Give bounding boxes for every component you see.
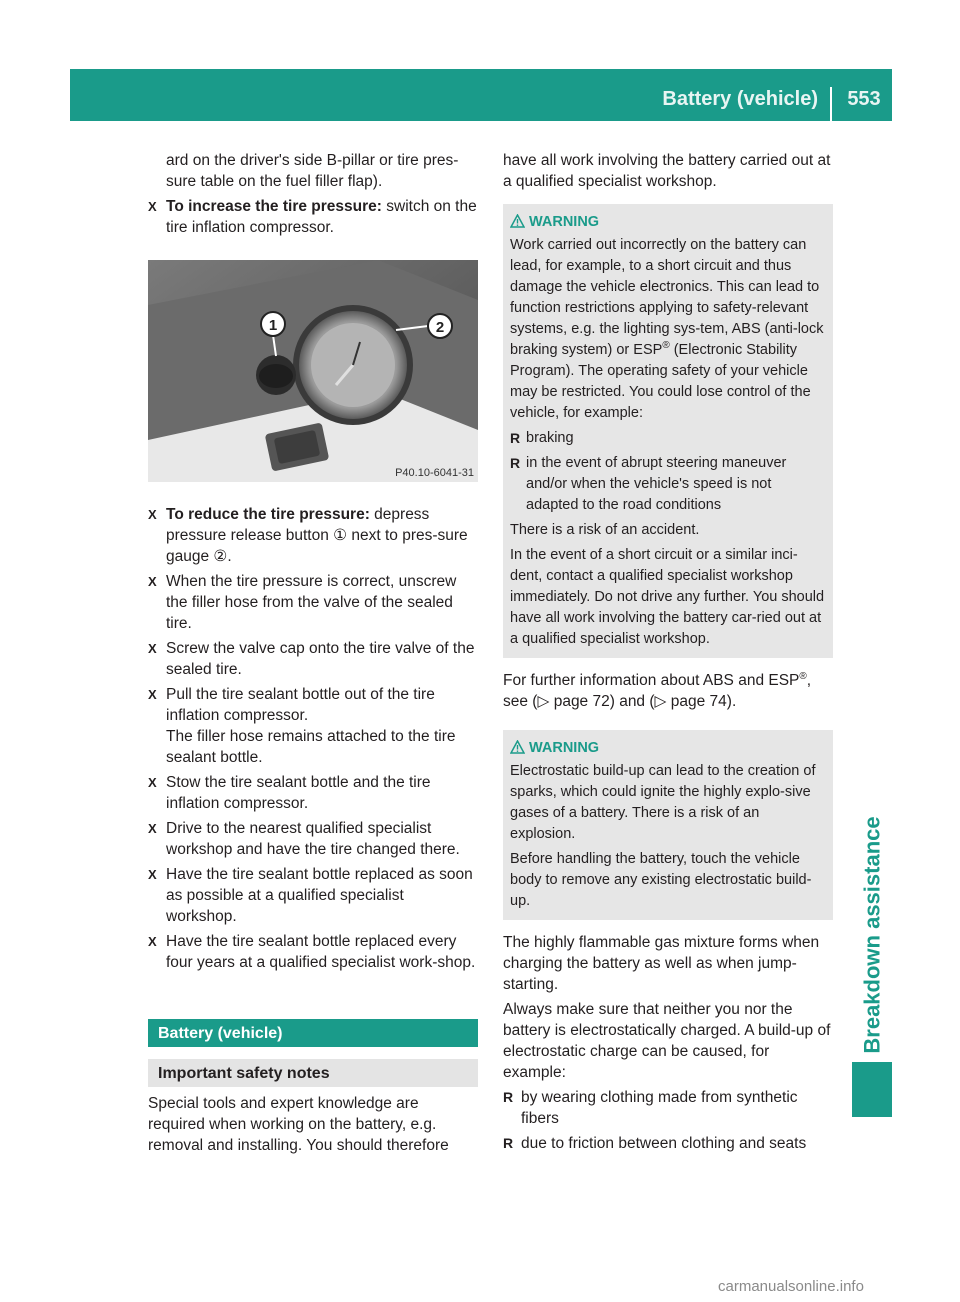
info-text-part: , see ( [503,672,812,710]
step-text: next to pres-sure gauge [166,527,468,565]
warning-heading [510,212,826,233]
bullet-icon: R [510,430,521,446]
warning-text: Electrostatic build-up can lead to the creation of sparks, which could ignite the highly explo-sive gases of a battery. There is a risk of an explosion. [510,763,816,842]
side-tab-label: Breakdown assistance [859,816,885,1054]
step-increase-pressure [148,196,478,238]
step-pull-bottle [148,684,478,726]
page-ref-arrow-icon: ▷ [537,693,550,710]
arrow-right-icon: X [148,507,157,522]
bullet-text: due to friction between clothing and seats [521,1135,807,1152]
watermark: carmanualsonline.info [718,1278,864,1295]
step-text: depress pressure release button [166,506,430,544]
step-note: The filler hose remains attached to the tire sealant bottle. [166,728,456,766]
warning-text-part: (Electronic Stability Program). The operating safety of your vehicle may be restricted. You could lose control of the vehicle, for example: [510,342,811,421]
safety-intro: Special tools and expert knowledge are required when working on the battery, e.g. removal and installing. You should therefore [148,1095,449,1154]
info-text [503,670,833,712]
page-header-bar [70,69,892,121]
bullet-text: by wearing clothing made from synthetic fibers [521,1089,798,1127]
page-ref-link[interactable]: page 74). [666,693,737,710]
subsection-heading: Important safety notes [148,1059,478,1087]
step-unscrew-hose [148,571,478,634]
compressor-illustration [148,260,478,482]
step-replace-every-four-years [148,931,478,973]
arrow-right-icon: X [148,867,157,882]
arrow-right-icon: X [148,775,157,790]
step-text: Have the tire sealant bottle replaced every four years at a qualified specialist work-shop. [166,933,476,971]
header-separator [830,87,832,121]
step-text: Drive to the nearest qualified specialist workshop and have the tire changed there. [166,820,460,858]
step-text: Have the tire sealant bottle replaced as soon as possible at a qualified specialist workshop. [166,866,473,925]
warning-bullet [510,453,826,516]
registered-mark: ® [662,340,670,352]
step-title: To increase the tire pressure: [166,198,382,215]
warning-title: WARNING [529,740,600,756]
side-tab [850,815,894,1055]
arrow-right-icon: X [148,641,157,656]
step-text: When the tire pressure is correct, unscrew the filler hose from the valve of the sealed tire. [166,573,457,632]
compressor-figure [148,260,478,482]
step-replace-bottle [148,864,478,927]
step-text: switch on the tire inflation compressor. [166,198,477,236]
arrow-right-icon: X [148,934,157,949]
step-text: Stow the tire sealant bottle and the tire inflation compressor. [166,774,431,812]
step-reduce-pressure [148,504,478,567]
warning-text: Before handling the battery, touch the vehicle body to remove any existing electrostatic build-up. [510,851,812,909]
list-item [503,1087,833,1129]
gas-paragraph: The highly flammable gas mixture forms when charging the battery as well as when jump-starting. [503,934,820,993]
figure-callout-1: 1 [268,317,278,334]
warning-box-short-circuit [503,204,833,658]
step-title: To reduce the tire pressure: [166,506,370,523]
warning-triangle-icon [510,214,525,228]
step-text: Pull the tire sealant bottle out of the tire inflation compressor. [166,686,435,724]
step-drive-workshop [148,818,478,860]
bullet-icon: R [503,1135,514,1151]
arrow-right-icon: X [148,821,157,836]
arrow-right-icon: X [148,199,157,214]
warning-text: There is a risk of an accident. [510,522,700,538]
left-column [148,150,478,1156]
figure-code: P40.10-6041-31 [395,467,474,479]
bullet-text: in the event of abrupt steering maneuver and/or when the vehicle's speed is not adapted to the road conditions [526,455,787,513]
callout-2: ② [213,548,228,565]
warning-text [510,235,826,424]
page-number: 553 [847,88,881,110]
warning-triangle-icon [510,740,525,754]
right-column [503,150,833,1154]
warning-bullet [510,428,826,449]
callout-1: ① [333,527,348,544]
warning-heading [510,738,826,759]
warning-text-part: Work carried out incorrectly on the battery can lead, for example, to a short circuit and thus damage the vehicle electronics. This can lead to function restrictions applying to safety-relevant systems, e.g. the lighting sys-tem, ABS (anti-lock braking system) or ESP [510,237,824,358]
step-text: . [227,548,232,565]
step-screw-cap [148,638,478,680]
arrow-right-icon: X [148,574,157,589]
page-ref-arrow-icon: ▷ [654,693,667,710]
figure-callout-2: 2 [435,319,445,336]
bullet-text: braking [526,430,574,446]
section-heading: Battery (vehicle) [148,1019,478,1047]
list-item [503,1133,833,1154]
step-text: Screw the valve cap onto the tire valve of the sealed tire. [166,640,475,678]
bullet-icon: R [503,1089,514,1105]
arrow-right-icon: X [148,687,157,702]
safety-intro-continued: have all work involving the battery carried out at a qualified specialist workshop. [503,152,831,190]
continued-line-1: ard on the driver's side B-pillar or tire pres- [166,152,459,169]
registered-mark: ® [799,670,807,682]
step-stow [148,772,478,814]
side-tab-marker [852,1062,892,1117]
page-ref-link[interactable]: page 72) and ( [549,693,655,710]
header-title: Battery (vehicle) [662,88,818,110]
electrostatic-paragraph: Always make sure that neither you nor the battery is electrostatically charged. A build-up of electrostatic charge can be caused, for example: [503,1001,831,1081]
bullet-icon: R [510,455,521,471]
warning-box-electrostatic [503,730,833,920]
info-text-part: For further information about ABS and ESP [503,672,800,689]
continued-text [148,150,478,192]
continued-line-2: sure table on the fuel filler flap). [166,173,383,190]
warning-title: WARNING [529,214,600,230]
warning-text: In the event of a short circuit or a similar inci-dent, contact a qualified specialist workshop immediately. Do not drive any further. You should have all work involving the battery car-ried out at a qualified specialist workshop. [510,547,825,647]
